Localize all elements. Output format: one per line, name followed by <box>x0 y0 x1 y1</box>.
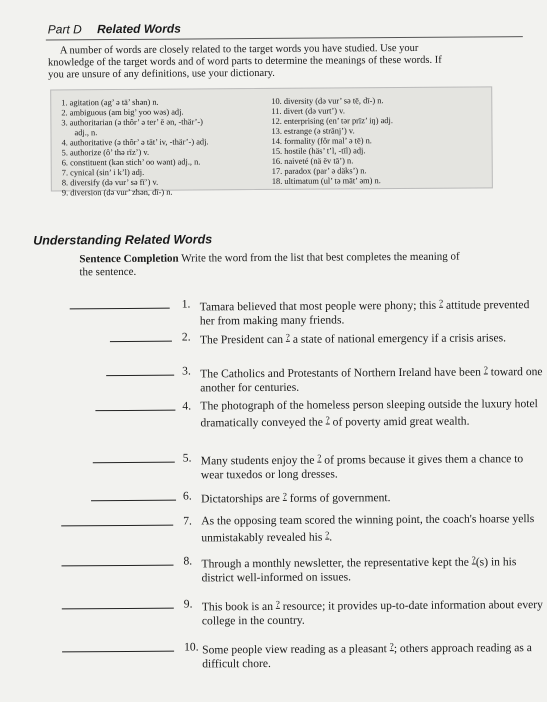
word-entry: 11. divert (də vurt’) v. <box>271 106 345 116</box>
word-entry: 5. authorize (ô’ thə rīz’) v. <box>61 147 150 158</box>
instructions-text: Write the word from the list that best completes the meaning of the sentence. <box>79 250 460 279</box>
sentence-item <box>61 512 535 545</box>
word-entry: 7. cynical (sin’ i k’l) adj. <box>61 167 145 178</box>
word-entry: 8. diversify (də vur’ sə fī’) v. <box>61 177 159 188</box>
item-number: 1. <box>181 297 191 311</box>
intro-paragraph <box>48 42 478 81</box>
sentence-item <box>62 595 543 628</box>
item-text: Tamara believed that most people were phony; this ? attitude prevented her from making many friends. <box>199 297 530 328</box>
item-number: 4. <box>182 399 192 413</box>
answer-blank[interactable] <box>62 651 174 653</box>
intro-line: knowledge of the target words and of word parts to determine the meanings of these words. If <box>47 54 442 69</box>
part-heading <box>48 22 181 37</box>
sentence-item <box>61 487 521 506</box>
item-number: 10. <box>184 640 199 654</box>
instructions-label: Sentence Completion <box>79 252 179 266</box>
word-entry: 4. authoritative (ə thôr’ ə tāt’ iv, -thär’-) adj. <box>61 137 209 148</box>
sentence-item <box>60 328 520 347</box>
word-entry: 6. constituent (kən stich’ oo wənt) adj., n. <box>61 157 201 168</box>
answer-blank[interactable] <box>61 525 173 527</box>
answer-blank[interactable] <box>95 410 175 412</box>
word-list-box <box>50 86 493 198</box>
item-number: 3. <box>182 364 191 378</box>
section-title: Understanding Related Words <box>33 232 213 248</box>
word-entry: 12. enterprising (en’ tər prīz’ iŋ) adj. <box>271 116 393 126</box>
answer-blank[interactable] <box>70 308 170 310</box>
item-text: The Catholics and Protestants of Northern Ireland have been ? toward one another for centuries. <box>200 364 543 395</box>
part-title: Related Words <box>97 21 181 37</box>
item-text: The photograph of the homeless person sleeping outside the luxury hotel dramatically conveyed the ? of poverty amid great wealth. <box>200 397 538 430</box>
word-entry: 2. ambiguous (am big’ yoo wəs) adj. <box>61 107 184 118</box>
item-number: 6. <box>182 489 192 503</box>
item-text: As the opposing team scored the winning point, the coach's hoarse yells unmistakably revealed his ?. <box>201 512 535 545</box>
intro-line: A number of words are closely related to the target words you have studied. Use your <box>59 42 419 57</box>
word-entry: 15. hostile (häs’ t’l, -tīl) adj. <box>271 146 366 156</box>
word-entry: 9. diversion (də vur’ zhən, dī-) n. <box>61 187 173 198</box>
word-entry: 10. diversity (də vur’ sə tē, dī-) n. <box>271 96 384 106</box>
word-entry: 14. formality (fôr mal’ ə tē) n. <box>271 136 372 146</box>
word-entry: 17. paradox (par’ ə däks’) n. <box>271 166 367 176</box>
instructions <box>79 251 474 280</box>
item-number: 8. <box>183 554 193 568</box>
answer-blank[interactable] <box>62 608 174 610</box>
word-entry: 18. ultimatum (ul’ tə māt’ əm) n. <box>271 176 381 186</box>
item-number: 2. <box>181 330 191 344</box>
answer-blank[interactable] <box>93 462 175 464</box>
word-entry: 16. naiveté (nä ēv tā’) n. <box>271 156 354 166</box>
item-text: Through a monthly newsletter, the representative kept the ?(s) in his district well-informed on issues. <box>201 554 517 585</box>
sentence-item <box>60 397 538 430</box>
word-list-column-1 <box>61 97 209 198</box>
item-number: 7. <box>183 514 192 528</box>
word-entry: 3. authoritarian (ə thôr’ ə ter’ ē ən, -thär’-) <box>61 117 203 128</box>
intro-line: you are unsure of any definitions, use your dictionary. <box>48 67 275 81</box>
heading-rule <box>46 36 523 40</box>
item-number: 9. <box>183 597 193 611</box>
item-text: The President can ? a state of national emergency if a crisis arises. <box>199 331 507 347</box>
item-text: Many students enjoy the ? of proms because it gives them a chance to wear tuxedos or long dresses. <box>200 452 524 482</box>
item-number: 5. <box>182 451 192 465</box>
item-text: Some people view reading as a pleasant ?; others approach reading as a difficult chore. <box>202 641 532 671</box>
sentence-item <box>61 552 521 585</box>
answer-blank[interactable] <box>61 565 173 567</box>
answer-blank[interactable] <box>110 341 172 342</box>
word-entry: 1. agitation (ag’ ə tā’ shən) n. <box>61 97 159 108</box>
answer-blank[interactable] <box>91 500 176 502</box>
word-entry: 13. estrange (ə strānj’) v. <box>271 126 355 136</box>
sentence-item <box>60 362 543 395</box>
word-list-column-2 <box>271 96 393 187</box>
item-text: Dictatorships are ? forms of government. <box>200 490 391 506</box>
word-entry: adj., n. <box>74 128 98 138</box>
answer-blank[interactable] <box>106 375 174 376</box>
sentence-item <box>61 449 524 482</box>
part-label: Part D <box>47 22 82 37</box>
sentence-item <box>60 295 530 328</box>
item-text: This book is an ? resource; it provides up-to-date information about every college in the country. <box>201 598 543 628</box>
sentence-item <box>62 638 532 671</box>
